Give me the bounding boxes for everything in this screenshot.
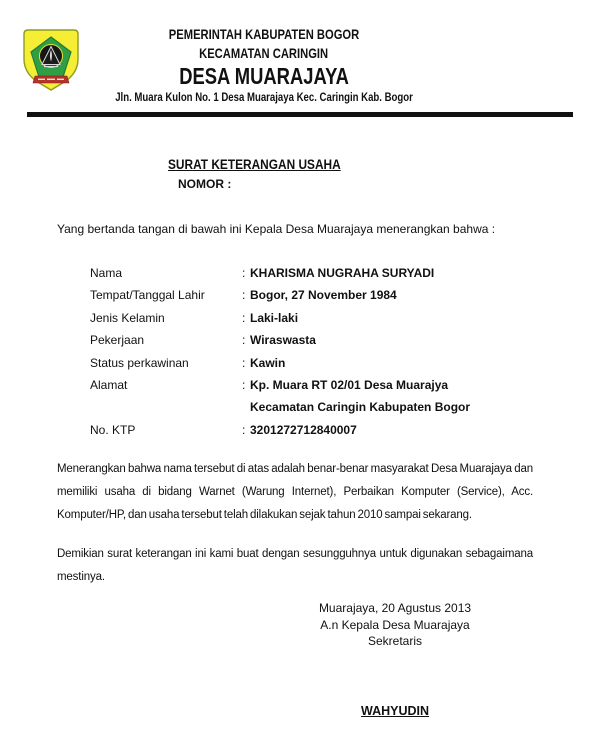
letterhead	[0, 0, 600, 117]
field-row-nama	[90, 262, 600, 284]
field-label: Tempat/Tanggal Lahir	[90, 288, 205, 303]
letterhead-village-line	[0, 63, 528, 90]
field-value: Laki-laki	[250, 310, 299, 325]
signer-name-block	[300, 702, 490, 720]
document-number-label: NOMOR :	[178, 177, 232, 191]
intro-paragraph: Yang bertanda tangan di bawah ini Kepala Desa Muarajaya menerangkan bahwa :	[57, 222, 496, 236]
logo-ribbon-mark-3	[57, 79, 64, 80]
logo-ribbon-mark-1	[38, 79, 45, 80]
field-separator: :	[242, 378, 246, 393]
letterhead-village-text: DESA MUARAJAYA	[179, 63, 349, 89]
closing-paragraph: Demikian surat keterangan ini kami buat dengan sesungguhnya untuk digunakan sebagaimana mestinya.	[57, 548, 533, 584]
field-row-jenis-kelamin	[90, 307, 600, 329]
field-separator: :	[242, 355, 246, 370]
field-value-line-2: Kecamatan Caringin Kabupaten Bogor	[250, 400, 471, 415]
field-value: 3201272712840007	[250, 422, 357, 437]
field-row-no-ktp	[90, 419, 600, 441]
field-row-tempat-tanggal-lahir	[90, 284, 600, 306]
logo-ribbon-mark-2	[47, 79, 55, 80]
signature-block	[300, 600, 490, 650]
signer-name: WAHYUDIN	[360, 703, 430, 718]
bogor-regency-emblem-icon	[23, 29, 79, 91]
document-title-block	[168, 156, 600, 192]
field-label: Alamat	[90, 378, 128, 393]
subject-fields	[90, 262, 600, 441]
field-separator: :	[242, 266, 246, 280]
field-label: Pekerjaan	[90, 333, 145, 348]
letterhead-district-text: KECAMATAN CARINGIN	[199, 45, 329, 61]
field-label: Jenis Kelamin	[90, 310, 165, 325]
field-label: Nama	[90, 266, 123, 280]
letterhead-address-line	[0, 90, 528, 105]
field-separator: :	[242, 310, 246, 325]
field-value	[250, 374, 470, 419]
field-separator: :	[242, 422, 246, 437]
field-value: Bogor, 27 November 1984	[250, 288, 397, 303]
letterhead-address-text: Jln. Muara Kulon No. 1 Desa Muarajaya Kec. Caringin Kab. Bogor	[115, 90, 413, 104]
field-value: Wiraswasta	[250, 333, 316, 348]
letterhead-government-line	[0, 25, 528, 43]
field-value: Kawin	[250, 355, 286, 370]
letterhead-text	[0, 25, 600, 105]
signature-on-behalf: A.n Kepala Desa Muarajaya	[320, 617, 470, 632]
signature-position: Sekretaris	[367, 634, 423, 649]
field-row-status-perkawinan	[90, 352, 600, 374]
field-value-line-1: Kp. Muara RT 02/01 Desa Muarajya	[250, 378, 449, 393]
signature-place-date: Muarajaya, 20 Agustus 2013	[318, 601, 472, 616]
letterhead-divider-rule	[27, 112, 573, 117]
letterhead-district-line	[0, 44, 528, 62]
letterhead-government-text: PEMERINTAH KABUPATEN BOGOR	[168, 26, 360, 42]
bogor-regency-logo	[23, 29, 79, 91]
document-title: SURAT KETERANGAN USAHA	[168, 157, 341, 172]
field-label: Status perkawinan	[90, 355, 189, 370]
field-separator: :	[242, 288, 246, 303]
logo-base-line	[44, 66, 58, 67]
field-row-pekerjaan	[90, 329, 600, 351]
statement-paragraph: Menerangkan bahwa nama tersebut di atas adalah benar-benar masyarakat Desa Muarajaya dan memiliki usaha di bidang Warnet (Warung Internet), Perbaikan Komputer (Service), Acc. Komputer/HP, dan usaha tersebut telah dilakukan sejak tahun 2010 sampai sekarang.	[57, 463, 533, 522]
field-separator: :	[242, 333, 246, 348]
field-value: KHARISMA NUGRAHA SURYADI	[250, 266, 435, 280]
field-label: No. KTP	[90, 422, 136, 437]
field-row-alamat	[90, 374, 600, 419]
